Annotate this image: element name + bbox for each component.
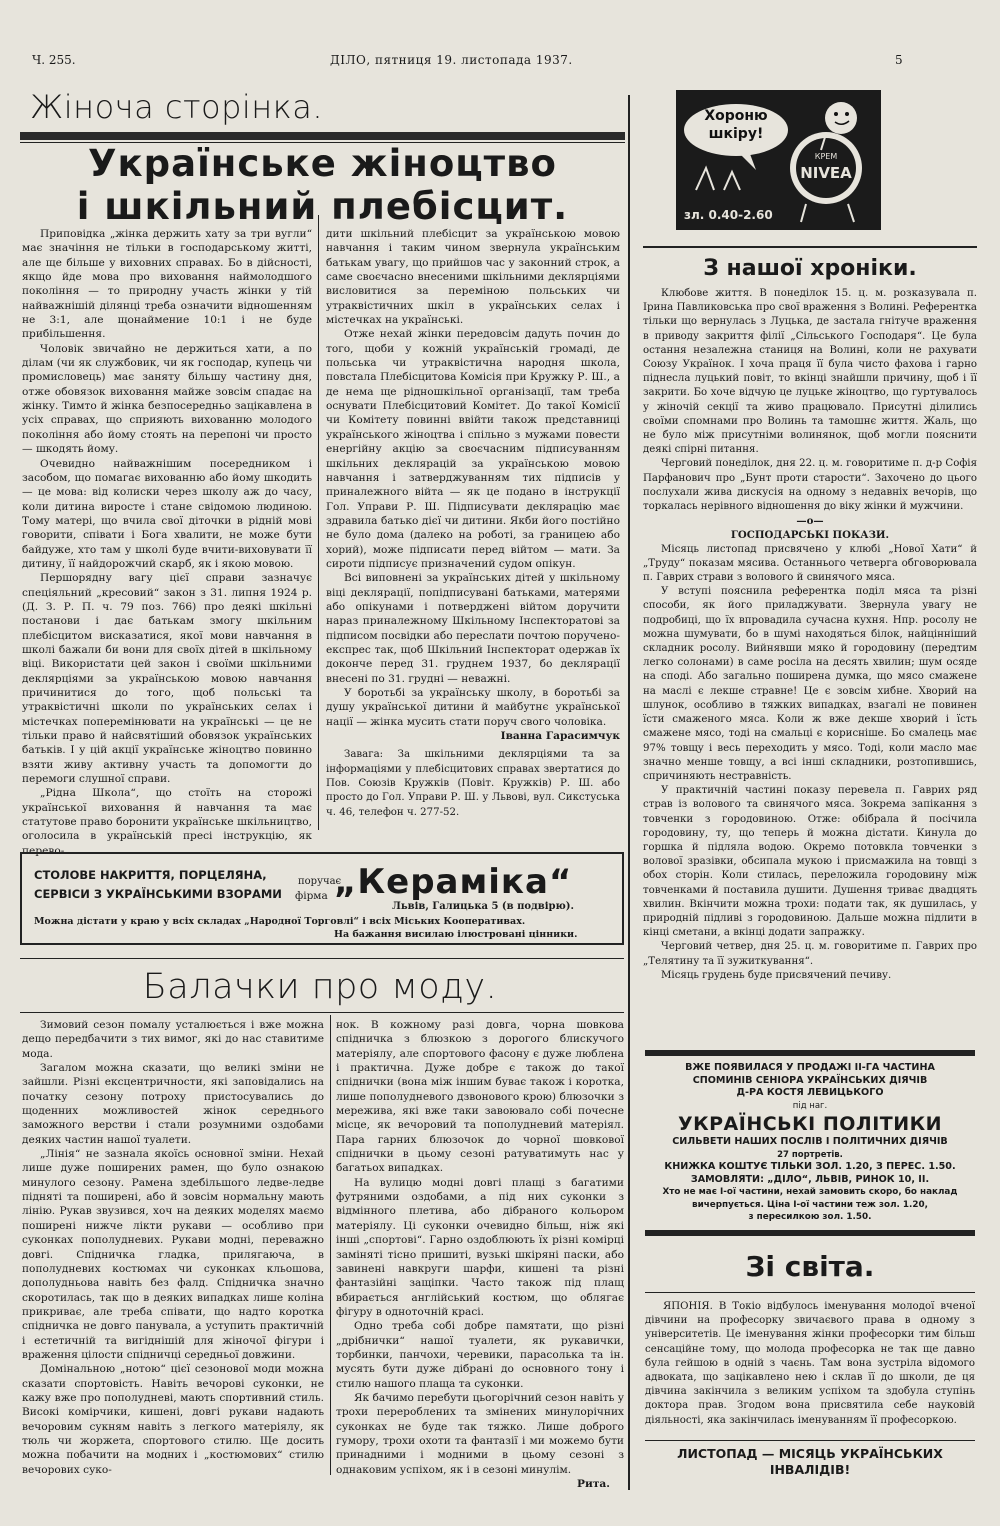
paragraph: Чоловік звичайно не держиться хати, а по ділам (чи як службовик, чи як господар, купець чи промисловець) має заняту більшу частину дня, отже обовязок виховання майже зовсім спадає на жінку. Тимто й жінка безпосередньо зацікавлена в усіх справах, що сприяють вихованню молодого покоління або йому стоять на перепоні чи просто — шкодять йому. [22,342,312,456]
paragraph: Очевидно найважнішим посередником і засобом, що помагає вихованню або йому шкодить — це мова: від колиски через школу аж до часу, коли дитина виросте і стане свідомою людиною. Тому матері, що вчила свої діточки в рідній мові говорити, співати і Бога хвалити, не може бути байдуже, хто там у школі буде вчити-виховувати її дитину, її найдорожчий скарб, як і якою мовою. [22,457,312,570]
issue-number: Ч. 255. [32,53,76,67]
ad-line: СИЛЬВЕТИ НАШИХ ПОСЛІВ І ПОЛІТИЧНИХ ДІЯЧІВ [672,1136,948,1147]
ad-line: ВЖЕ ПОЯВИЛАСЯ У ПРОДАЖІ II-ГА ЧАСТИНА [685,1062,935,1073]
chronicle-body [643,287,977,983]
ad-catalog: На бажання висилаю ілюстровані цінники. [334,929,578,940]
column-rule-fashion [330,1015,331,1475]
paragraph: Одно треба собі добре памятати, що різні „дрібнички“ нашої туалети, як рукавички, торбинки, панчохи, черевики, парасолька та ін. мусять бути дуже дібрані до основного тону і стилю нашого плаща та суконки. [336,1320,624,1390]
paragraph: Черговий понеділок, дня 22. ц. м. говоритиме п. д-р Софія Парфанович про „Бунт проти старости“. Захочено до цього послухали жива дискусія на одному з недавніх вечорів, що торкалась нерівного відношення до віку жінки й мужчини. [643,458,977,513]
paragraph: Домінальною „нотою“ цієї сезонової моди можна сказати спортовість. Навіть вечорові суконки, не кажу вже про пополудневі, мають спортивний стиль. Високі комірчики, кишені, довгі рукави надають вечоровим сукням навіть з легкого матеріялу, як тюль чи жоржета, спортового стилю. Ще досить можна побачити на модних і „костюмових“ стилю вечорових суко- [22,1363,324,1476]
fashion-col1 [22,1018,324,1477]
ceramics-ad [20,852,624,945]
world-title-rule [645,1292,975,1293]
paragraph: На вулицю модні довгі плащі з багатими футряними оздобами, а під них суконки з відмінного плетива, або дібраного кольором матеріялу. Ці суконки очевидно більш, ніж які інші „спортові“. Гарно оздоблюють їх різні комірці заміняті тісно пришиті, вузькі шкіряні паски, або завинені навкруги шарфи, кишені та різні фантазійні защіпки. Часто також під плащ вбирається англійський костюм, що облягає фігуру в одноточній красі. [336,1176,624,1318]
nivea-krem: КРЕМ [814,152,838,161]
ad-line: 27 портретів. [777,1149,843,1160]
section-title-rule [20,132,625,140]
paragraph: дити шкільний плебісцит за українською мовою навчання і таким чином звернула українським батькам увагу, що прийшов час у законний строк, а саме своєчасно внесеними шкільними деклярціями висловитися за переміною польських чи утраквістичних шкіл в українських селах і містечках на українські. [326,228,620,327]
women-article-col2 [326,227,620,820]
nivea-logo: NIVEA [800,164,852,182]
fashion-col2 [336,1018,624,1491]
paragraph: Першорядну вагу цієї справи зазначує спеціяльний „кресовий“ закон з 31. липня 1924 р. (Д. З. Р. П. ч. 79 поз. 766) про деякі шкільні постанови і дає батькам змогу шкільним плебісцитом висказатися, якої мови навчання в школі бажали би вони для своїх дітей в шкільному віці. Використати цей закон і своїми шкільними деклярціями за українською мовою навчання причинитися до того, щоб польські та утраквістичні школи по українських селах і містечках поперемінювати на українські — це не тільки право й найсвятіший обовязок українських батьків. І у цій акції українське жіноцтво повинно взяти живу активну участь та допомогти до перемоги слушної справи. [22,572,312,786]
world-title: Зі світа. [745,1250,875,1283]
nivea-slogan-1: Хороню [704,108,768,124]
ad-line: з пересилкою зол. 1.50. [748,1212,872,1222]
paragraph: Клюбове життя. В понеділок 15. ц. м. розказувала п. Ірина Павликовська про свої враження з Волині. Референтка тільки що вернулась з Луцька, де застала гнітуче враження в приводу закриття філії „Сільського Господаря“. Це була остання незалежна станиця на Волині, коли не рахувати Союзу Українок. І хоча праця її була чисто фахова і гарно піднесла луцький повіт, то вкінці знайшли причину, щоб і її закрити. Бо хоче відчую це луцьке жіноцтво, що гуртувалось у жіночій секції та живо працювало. Присутні ділились своїми спомнами про Волинь та тамошнє життя. Жаль, що не було між присутніми волинянок, щоб могли пояснити деякі спірні питання. [643,288,977,456]
paragraph: Зимовий сезон помалу усталюється і вже можна дещо передбачити з тих вимог, які до нас ставитиме мода. [22,1019,324,1060]
chronicle-top-rule [643,246,977,248]
paragraph: Місяць листопад присвячено у клюбі „Нової Хати“ й „Труду“ показам мясива. Останнього четверга обговорювала п. Гаврих страви з волового й свинячого мяса. [643,543,977,584]
article-title-line2: і шкільний плебісцит. [76,185,569,228]
world-body [645,1300,975,1428]
chronicle-title: З нашої хроніки. [703,256,917,281]
paragraph: У вступі пояснила референтка поділ мяса та різні способи, як його приладжувати. Звернула увагу не подробиці, що їх впровадила сучасна кухня. Нпр. росолу не можна шумувати, бо в шумі находяться білок, найцінніший складник росолу. Вийнявши мяко й городовину (передтим легко солонами) в саме росіла на десять хвилин; шум осяде на споді. Або загально поширена думка, що мясо смажене на маслі є лекше стравне! Це є зовсім хибне. Хворий на шлунок, особливо в тяжких випадках, взагалі не повинен їсти смаженого мяса. Коли ж вже декше хворий і їсть смажене мясо, тоді на смальці є корисніше. Бо смалець має 97% товщу і весь переходить у мясо. Тоді, коли масло має значно менше товщу, а всі інші складники, розтопившись, спричиняють нестравність. [643,586,977,782]
women-article-col1 [22,227,312,858]
paragraph: Як бачимо перебути цьогорічний сезон навіть у трохи перероблених та змінених минулорічних суконках не буде так тяжко. Лише доброго гумору, трохи охоти та фантазії і ми можемо бути принадними і модними в цьому сезоні з однаковим успіхом, як і в сезоні минулім. [336,1391,624,1476]
column-rule-left [318,215,319,830]
paragraph: нок. В кожному разі довга, чорна шовкова спідничка з блюзкою з дорогого блискучого матеріялу, але спортового фасону є дуже люблена і практична. Дуже добре є також до такої спіднички (вона між іншим буває також і коротка, лише пополудневого дзвонового крою) блюзочки з мережива, які вже таки завоювало собі почесне місце, як вечоровий та пополудневий матеріял. Пара гарних блюзочок до чорної шовкової спіднички в цьому сезоні ратуватимуть нас у багатьох випадках. [336,1019,624,1175]
fashion-title: Балачки про моду. [142,967,498,1007]
ad-line1: СТОЛОВЕ НАКРИТТЯ, ПОРЦЕЛЯНА, [34,868,267,882]
author-signature: Іванна Гарасимчук [500,730,620,743]
editorial-note: Завага: За шкільними деклярціями та за інформаціями у плебісцитових справах звертатися до Пов. Союзів Кружків (Повіт. Кружків) Р. Ш. або просто до Гол. Управи Р. Ш. у Львові, вул. Сикстуська ч. 46, телефон ч. 277-52. [326,749,620,818]
masthead: ДІЛО, пятниця 19. листопада 1937. [330,53,573,67]
fashion-title-rule [20,1012,624,1013]
ad-line: ЗАМОВЛЯТИ: „ДІЛО“, ЛЬВІВ, РИНОК 10, II. [690,1173,930,1185]
paragraph: Отже нехай жінки передовсім дадуть почин до того, щоби у кожній українській громаді, де польська чи утраквістична народня школа, повстала Плебісцитова Комісія при Кружку Р. Ш., а де нема ще рідношкільної організації, там треба оснувати Плебісцитовий Комітет. До такої Комісії чи Комітету повинні ввійти також представниці українського жіноцтва і спільно з мужами повести енергійну акцію за своєчасним підписуванням шкільних деклярацій за українською мовою навчання і затверджуванням тих підписів у приналежного війта — як це подано в інструкції Гол. Управи Р. Ш. Підписувати деклярацію має здравила батько дієї чи дитини. Якби його постійно не було дома (далеко на роботі, за границею або хорий), може підписати перед війтом — мати. За сироти підписує призначений судом опікун. [326,328,620,570]
ad-line: КНИЖКА КОШТУЄ ТІЛЬКИ ЗОЛ. 1.20, З ПЕРЕС. 1.50. [664,1161,956,1172]
ad-availability: Можна дістати у краю у всіх складах „Народної Торговлі“ і всіх Міських Кооперативах. [34,916,526,927]
page-number: 5 [895,53,903,67]
paragraph: У практичній частині показу перевела п. Гаврих ряд страв із волового та свинячого мяса. Зокрема запікання з товченки з городовиною. Отже: обібрала й посічила городовину, ту, що теперь й можна дістати. Кинула до горшка й підляла водою. Окремо потовкла товченки з волової зразівки, обсипала мукою і присмажила на товщі з обох сторін. Коли стилась, переложила городовину між товченками й поставила душити. Душення триває двадцять хвилин. Вкінчити можна трохи: подати так, як душилась, у природній підливі з городовиною. Дальше можна підлити в кінці сметани, а вкінці додати запражку. [643,785,977,939]
article-title-line1: Українське жіноцтво [88,142,557,185]
slogan-rule [645,1440,975,1441]
paragraph: Приповідка „жінка держить хату за три вугли“ має значіння не тільки в господарському житті, але ще більше у виховних справах. Бо в дійсності, якщо йде мова про виховання наймолодшого покоління — то природну участь жінки у тій найважнішій ділянці треба означити відношенням не 3:1, але щонаймение 10:1 і не буде прибільшення. [22,228,312,341]
politics-ad-top-rule [645,1050,975,1056]
shows-subtitle: ГОСПОДАРСЬКІ ПОКАЗИ. [730,529,890,542]
invalids-slogan: ЛИСТОПАД — МІСЯЦЬ УКРАЇНСЬКИХ ІНВАЛІДІВ! [677,1446,943,1477]
fashion-signature: Рита. [577,1478,610,1490]
column-rule-main [628,95,630,1490]
politics-ad [645,1062,975,1224]
article-title [20,142,625,228]
section-title: Жіноча сторінка. [30,88,323,126]
nivea-slogan-2: шкіру! [708,126,764,142]
nivea-price: зл. 0.40-2.60 [684,208,773,222]
paragraph: У боротьбі за українську школу, в боротьбі за душу української дитини й майбутнє української нації — жінка мусить стати поруч свого чоловіка. [326,687,620,728]
ceramics-brand: „Кераміка“ [334,862,573,902]
ad-line: СПОМИНІВ СЕНІОРА УКРАЇНСЬКИХ ДІЯЧІВ [692,1074,928,1086]
paragraph: Місяць грудень буде присвячений печиву. [661,969,892,981]
book-title: УКРАЇНСЬКІ ПОЛІТИКИ [677,1113,943,1135]
paragraph: Загалом можна сказати, що великі зміни не зайшли. Різні ексцентричности, які заповідались на початку сезону потроху пристосувались до щоденних можливостей жінок середнього заможного верстви і стали розумними оздобами деяких частин нашої туалети. [22,1062,324,1146]
nivea-ad [676,90,881,230]
ad-line: Хто не має І-ої частини, нехай замовить скоро, бо наклад вичерпується. Ціна І-ої частини теж зол. 1.20, [662,1187,958,1210]
ad-firm: фірма [295,890,328,902]
fashion-top-rule [20,958,624,959]
divider: —о— [796,515,824,528]
paragraph: „Рідна Школа“, що стоїть на сторожі української виховання й навчання та має статутове право боронити українське шкільництво, оголосила в українській пресі інструкцію, як перево- [22,787,312,857]
ad-line: Д-РА КОСТЯ ЛЕВИЦЬКОГО [736,1087,884,1098]
politics-ad-bottom-rule [645,1230,975,1236]
paragraph: Всі виповнені за українських дітей у шкільному віці деклярації, попідписувані батьками, матерями або опікунами і потверджені війтом доручити нараз приналежному Шкільному Інспекторатові за підписом посвідки або переслати почтою поручено-експрес так, щоб Шкільний Інспекторат одержав їх доконче перед 31. груднем 1937, бо деклярації внесені по 31. грудні — неважні. [326,572,620,685]
ad-address: Львів, Галицька 5 (в подвірю). [392,901,574,912]
ad-line2: СЕРВІСИ З УКРАЇНСЬКИМИ ВЗОРАМИ [34,887,282,901]
ad-recommends: поручає [298,876,342,887]
paragraph: „Лінія“ не зазнала якоїсь основної зміни. Нехай лише дуже поширених рамен, що було ознакою минулого сезону. Рамена здебільшого ледве-ледве підняті та поширені, або й зовсім нормальну мають лінію. Рукав звузився, хоч на деяких моделях маємо поширені нижче лікти рукави — особливо при суконках пополудневих. Рукави модні, переважно довгі. Спідничка гладка, прилягаюча, в пополудневих костюмах чи суконках кльошова, дополудньова навіть без фалд. Спідничка значно скоротилась, так що в деяких випадках лише коліна прикриває, але треба співати, що надто коротка спідничка не довго панувала, а уступить практичній і естетичній та вигіднішій для жіночої фігури і враження цілости спідничці середньої довжини. [22,1148,324,1361]
paragraph: ЯПОНІЯ. В Токіо відбулось іменування молодої вченої дівчини на професорку звичаєвого права в одному з університетів. Це іменування жінки професорки тим більш сенсаційне тому, що молода професорка не так ще давно була гейшою в одній з чаєнь. Там вона зустріла відомого адвоката, що зацікавлено нею і склав її до школи, де ця дівчина закінчила з великим успіхом та здобула ступінь доктора прав. Згодом вона присвятила себе науковій діяльності, яка закінчилась іменуванням її професоркою. [645,1301,975,1426]
ad-line: під наг. [792,1100,828,1111]
paragraph: Черговий четвер, дня 25. ц. м. говоритиме п. Гаврих про „Телятину та її зужиткування“. [643,941,977,967]
